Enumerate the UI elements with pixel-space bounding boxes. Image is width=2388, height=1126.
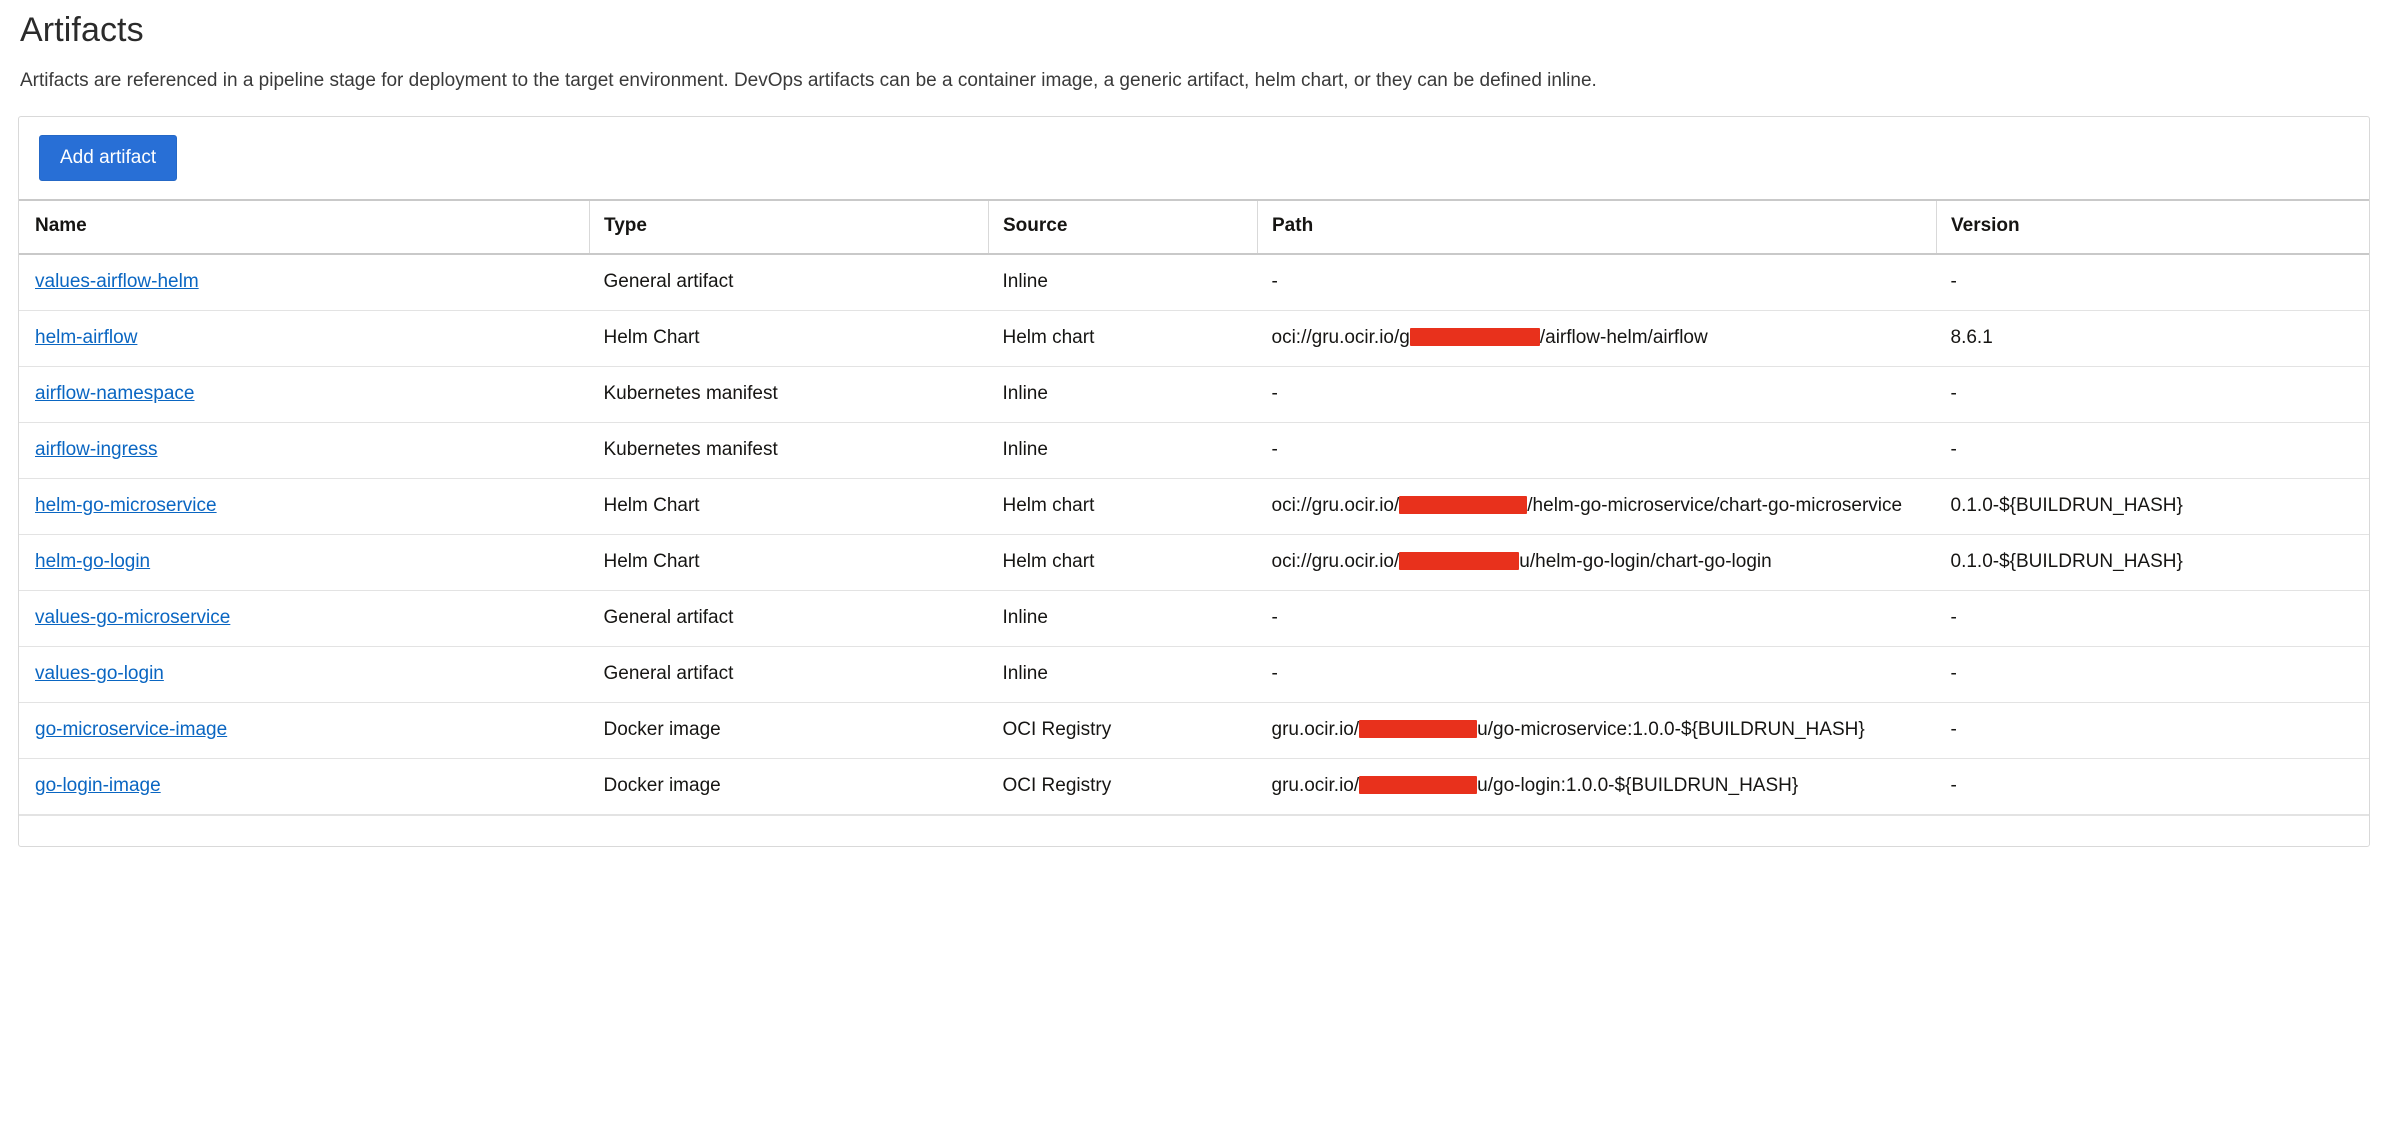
redaction-bar <box>1410 328 1540 346</box>
cell-artifact-path <box>1258 479 1937 535</box>
redaction-bar <box>1359 720 1477 738</box>
artifact-link[interactable]: values-go-microservice <box>35 607 231 628</box>
artifact-link[interactable]: helm-airflow <box>35 327 138 348</box>
path-prefix: - <box>1271 439 1278 460</box>
cell-artifact-type: General artifact <box>590 591 989 647</box>
page-title: Artifacts <box>20 11 144 49</box>
cell-artifact-source: OCI Registry <box>989 759 1258 815</box>
cell-artifact-type: Helm Chart <box>590 535 989 591</box>
cell-artifact-path <box>1258 254 1937 311</box>
table-row <box>19 479 2369 535</box>
artifacts-page <box>0 8 2388 847</box>
cell-artifact-name <box>19 535 590 591</box>
table-row <box>19 591 2369 647</box>
cell-artifact-version: - <box>1937 703 2370 759</box>
path-prefix: gru.ocir.io/ <box>1271 775 1360 796</box>
cell-artifact-name <box>19 423 590 479</box>
cell-artifact-name <box>19 367 590 423</box>
cell-artifact-type: Docker image <box>590 703 989 759</box>
cell-artifact-name <box>19 647 590 703</box>
path-suffix: u/go-microservice:1.0.0-${BUILDRUN_HASH} <box>1477 719 1865 740</box>
table-footer-strip <box>19 815 2369 846</box>
path-prefix: - <box>1271 607 1278 628</box>
cell-artifact-name <box>19 311 590 367</box>
cell-artifact-version: 0.1.0-${BUILDRUN_HASH} <box>1937 535 2370 591</box>
redaction-bar <box>1399 552 1519 570</box>
table-row <box>19 647 2369 703</box>
cell-artifact-source: Inline <box>989 367 1258 423</box>
cell-artifact-version: - <box>1937 367 2370 423</box>
path-prefix: - <box>1271 271 1278 292</box>
artifact-link[interactable]: helm-go-microservice <box>35 495 217 516</box>
column-header-name[interactable]: Name <box>19 200 590 254</box>
cell-artifact-name <box>19 479 590 535</box>
column-header-type[interactable]: Type <box>590 200 989 254</box>
cell-artifact-version: 0.1.0-${BUILDRUN_HASH} <box>1937 479 2370 535</box>
cell-artifact-path <box>1258 759 1937 815</box>
cell-artifact-version: - <box>1937 423 2370 479</box>
cell-artifact-path <box>1258 311 1937 367</box>
cell-artifact-type: General artifact <box>590 254 989 311</box>
cell-artifact-name <box>19 591 590 647</box>
cell-artifact-path <box>1258 423 1937 479</box>
column-header-path[interactable]: Path <box>1258 200 1937 254</box>
cell-artifact-version: - <box>1937 647 2370 703</box>
table-row <box>19 423 2369 479</box>
cell-artifact-source: Inline <box>989 647 1258 703</box>
cell-artifact-name <box>19 759 590 815</box>
table-row <box>19 311 2369 367</box>
artifact-link[interactable]: airflow-ingress <box>35 439 158 460</box>
path-prefix: - <box>1271 663 1278 684</box>
cell-artifact-type: Kubernetes manifest <box>590 367 989 423</box>
column-header-version[interactable]: Version <box>1937 200 2370 254</box>
artifact-link[interactable]: airflow-namespace <box>35 383 195 404</box>
cell-artifact-version: 8.6.1 <box>1937 311 2370 367</box>
artifacts-toolbar <box>19 117 2369 199</box>
cell-artifact-source: Inline <box>989 254 1258 311</box>
table-row <box>19 703 2369 759</box>
cell-artifact-type: Kubernetes manifest <box>590 423 989 479</box>
table-row <box>19 254 2369 311</box>
artifact-link[interactable]: go-microservice-image <box>35 719 228 740</box>
cell-artifact-source: Inline <box>989 591 1258 647</box>
table-header-row <box>19 200 2369 254</box>
path-suffix: u/go-login:1.0.0-${BUILDRUN_HASH} <box>1477 775 1799 796</box>
page-description: Artifacts are referenced in a pipeline stage for deployment to the target environment. DevOps artifacts can be a container image, a generic artifact, helm chart, or they can be defined inline. <box>20 70 1597 91</box>
cell-artifact-path <box>1258 367 1937 423</box>
column-header-source[interactable]: Source <box>989 200 1258 254</box>
table-row <box>19 759 2369 815</box>
cell-artifact-source: OCI Registry <box>989 703 1258 759</box>
table-header <box>19 200 2369 254</box>
path-suffix: /helm-go-microservice/chart-go-microservice <box>1527 495 1903 516</box>
artifacts-table <box>19 199 2369 815</box>
path-prefix: - <box>1271 383 1278 404</box>
cell-artifact-source: Helm chart <box>989 311 1258 367</box>
cell-artifact-type: Helm Chart <box>590 479 989 535</box>
table-body <box>19 254 2369 815</box>
cell-artifact-name <box>19 703 590 759</box>
cell-artifact-path <box>1258 535 1937 591</box>
table-row <box>19 367 2369 423</box>
path-prefix: gru.ocir.io/ <box>1271 719 1360 740</box>
redaction-bar <box>1399 496 1527 514</box>
cell-artifact-version: - <box>1937 254 2370 311</box>
cell-artifact-name <box>19 254 590 311</box>
cell-artifact-version: - <box>1937 759 2370 815</box>
cell-artifact-source: Helm chart <box>989 535 1258 591</box>
cell-artifact-source: Helm chart <box>989 479 1258 535</box>
path-suffix: u/helm-go-login/chart-go-login <box>1519 551 1772 572</box>
path-prefix: oci://gru.ocir.io/ <box>1271 495 1400 516</box>
cell-artifact-path <box>1258 703 1937 759</box>
path-prefix: oci://gru.ocir.io/g <box>1271 327 1410 348</box>
add-artifact-button[interactable]: Add artifact <box>39 135 177 181</box>
cell-artifact-type: Helm Chart <box>590 311 989 367</box>
cell-artifact-source: Inline <box>989 423 1258 479</box>
artifacts-panel <box>18 116 2370 847</box>
artifact-link[interactable]: values-go-login <box>35 663 164 684</box>
artifact-link[interactable]: values-airflow-helm <box>35 271 199 292</box>
artifact-link[interactable]: go-login-image <box>35 775 161 796</box>
artifact-link[interactable]: helm-go-login <box>35 551 151 572</box>
cell-artifact-version: - <box>1937 591 2370 647</box>
path-prefix: oci://gru.ocir.io/ <box>1271 551 1400 572</box>
path-suffix: /airflow-helm/airflow <box>1539 327 1708 348</box>
redaction-bar <box>1359 776 1477 794</box>
cell-artifact-path <box>1258 591 1937 647</box>
cell-artifact-type: General artifact <box>590 647 989 703</box>
cell-artifact-type: Docker image <box>590 759 989 815</box>
cell-artifact-path <box>1258 647 1937 703</box>
table-row <box>19 535 2369 591</box>
